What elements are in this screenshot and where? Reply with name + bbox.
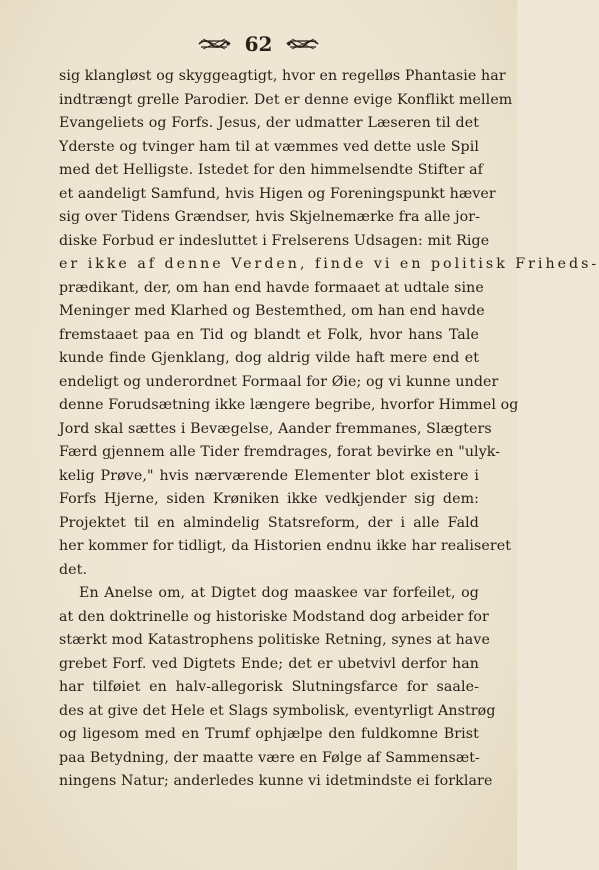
- text-line: grebet Forf. ved Digtets Ende; det er ubetvivl derfor han: [59, 655, 479, 672]
- text-line: Yderste og tvinger ham til at væmmes ved dette usle Spil: [59, 138, 479, 155]
- page-header: [0, 32, 517, 60]
- text-line: diske Forbud er indesluttet i Frelserens Udsagen: mit Rige: [59, 232, 490, 249]
- text-line: er ikke af denne Verden, finde vi en politisk Friheds-: [59, 256, 599, 272]
- text-line: fremstaaet paa en Tid og blandt et Folk, hvor hans Tale: [59, 326, 479, 343]
- text-line: stærkt mod Katastrophens politiske Retning, synes at have: [59, 632, 490, 648]
- page-number: 62: [244, 32, 273, 56]
- text-line: Evangeliets og Forfs. Jesus, der udmatter Læseren til det: [59, 115, 479, 131]
- text-line: sig klangløst og skyggeagtigt, hvor en regelløs Phantasie har: [59, 68, 506, 84]
- text-line: Jord skal sættes i Bevægelse, Aander fremmanes, Slægters: [59, 420, 492, 437]
- text-line: det.: [59, 561, 88, 578]
- text-line: Projektet til en almindelig Statsreform, der i alle Fald: [59, 514, 479, 531]
- text-line: at den doktrinelle og historiske Modstand dog arbeider for: [59, 608, 489, 625]
- text-line: Meninger med Klarhed og Bestemthed, om han end havde: [59, 303, 485, 319]
- text-line: indtrængt grelle Parodier. Det er denne evige Konflikt mellem: [59, 91, 513, 108]
- text-line: kelig Prøve," hvis nærværende Elementer blot existere i: [59, 467, 479, 484]
- text-line: med det Helligste. Istedet for den himmelsendte Stifter af: [59, 162, 483, 178]
- decorative-ornament-right-icon: [286, 36, 320, 52]
- text-line: prædikant, der, om han end havde formaaet at udtale sine: [59, 279, 484, 296]
- text-line: her kommer for tidligt, da Historien endnu ikke har realiseret: [59, 538, 512, 554]
- text-line: Forfs Hjerne, siden Krøniken ikke vedkjender sig dem:: [59, 491, 479, 507]
- text-line: har tilføiet en halv-allegorisk Slutningsfarce for saale-: [59, 679, 479, 695]
- decorative-ornament-left-icon: [197, 36, 231, 52]
- text-line: et aandeligt Samfund, hvis Higen og Foreningspunkt hæver: [59, 185, 496, 202]
- text-line: paa Betydning, der maatte være en Følge af Sammensæt-: [59, 749, 480, 766]
- text-line: sig over Tidens Grændser, hvis Skjelnemærke fra alle jor-: [59, 209, 481, 225]
- text-line: denne Forudsætning ikke længere begribe, hvorfor Himmel og: [59, 397, 519, 413]
- text-line: kunde finde Gjenklang, dog aldrig vilde haft mere end et: [59, 350, 479, 366]
- text-line: ningens Natur; anderledes kunne vi idetmindste ei forklare: [59, 773, 493, 789]
- text-line: des at give det Hele et Slags symbolisk, eventyrligt Anstrøg: [59, 702, 496, 719]
- text-line: endeligt og underordnet Formaal for Øie; og vi kunne under: [59, 373, 499, 390]
- body-text: [59, 65, 599, 794]
- text-line: og ligesom med en Trumf ophjælpe den fuldkomne Brist: [59, 726, 479, 742]
- text-line: En Anelse om, at Digtet dog maaskee var forfeilet, og: [79, 585, 479, 601]
- text-line: Færd gjennem alle Tider fremdrages, forat bevirke en "ulyk-: [59, 444, 501, 460]
